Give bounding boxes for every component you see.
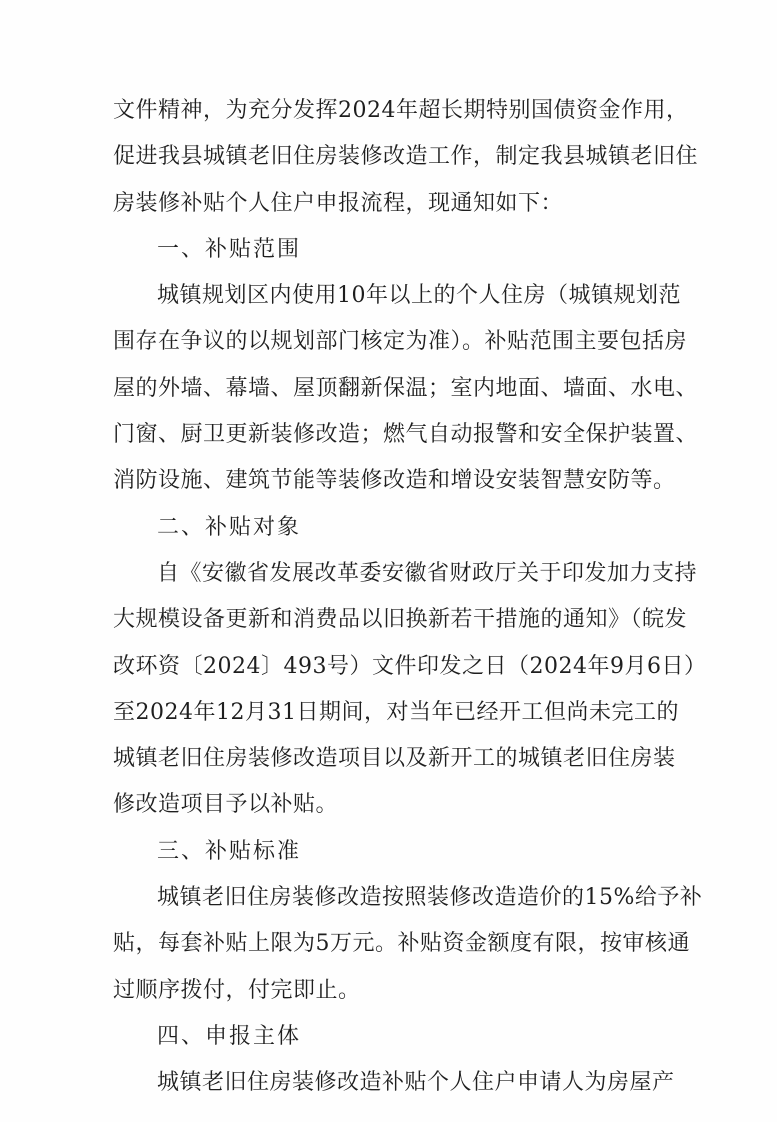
paragraph-line: 消防设施、建筑节能等装修改造和增设安装智慧安防等。 [113, 468, 676, 494]
section-heading: 三、补贴标准 [157, 838, 302, 864]
paragraph-line: 城镇老旧住房装修改造补贴个人住户申请人为房屋产 [157, 1070, 675, 1096]
paragraph-line: 改环资〔2024〕493号）文件印发之日（2024年9月6日） [113, 653, 707, 679]
section-heading: 一、补贴范围 [157, 236, 302, 262]
section-subsidy-target [113, 505, 707, 829]
section-heading: 二、补贴对象 [157, 514, 302, 540]
paragraph-line: 城镇老旧住房装修改造项目以及新开工的城镇老旧住房装 [113, 746, 676, 772]
paragraph-line: 贴，每套补贴上限为5万元。补贴资金额度有限，按审核通 [113, 931, 690, 957]
paragraph-line: 至2024年12月31日期间，对当年已经开工但尚未完工的 [113, 699, 679, 725]
paragraph-line: 城镇老旧住房装修改造按照装修改造造价的15%给予补 [157, 885, 703, 911]
section-heading: 四、申报主体 [157, 1023, 302, 1049]
paragraph-line: 修改造项目予以补贴。 [113, 792, 339, 818]
intro-line: 文件精神，为充分发挥2024年超长期特别国债资金作用， [113, 98, 689, 123]
paragraph-line: 自《安徽省发展改革委安徽省财政厅关于印发加力支持 [157, 560, 698, 586]
paragraph-line: 围存在争议的以规划部门核定为准）。补贴范围主要包括房 [113, 329, 688, 355]
intro-paragraph [113, 88, 699, 227]
intro-line: 房装修补贴个人住户申报流程，现通知如下： [113, 190, 564, 216]
section-subsidy-scope [113, 227, 699, 505]
paragraph-line: 大规模设备更新和消费品以旧换新若干措施的通知》（皖发 [113, 607, 688, 633]
section-subsidy-standard [113, 829, 703, 1014]
paragraph-line: 门窗、厨卫更新装修改造；燃气自动报警和安全保护装置、 [113, 422, 699, 448]
intro-line: 促进我县城镇老旧住房装修改造工作，制定我县城镇老旧住 [113, 144, 699, 170]
section-applicant [113, 1014, 675, 1107]
document-body [113, 88, 707, 1107]
paragraph-line: 过顺序拨付，付完即止。 [113, 977, 361, 1003]
paragraph-line: 城镇规划区内使用10年以上的个人住房（城镇规划范 [157, 283, 681, 309]
paragraph-line: 屋的外墙、幕墙、屋顶翻新保温；室内地面、墙面、水电、 [113, 375, 699, 401]
